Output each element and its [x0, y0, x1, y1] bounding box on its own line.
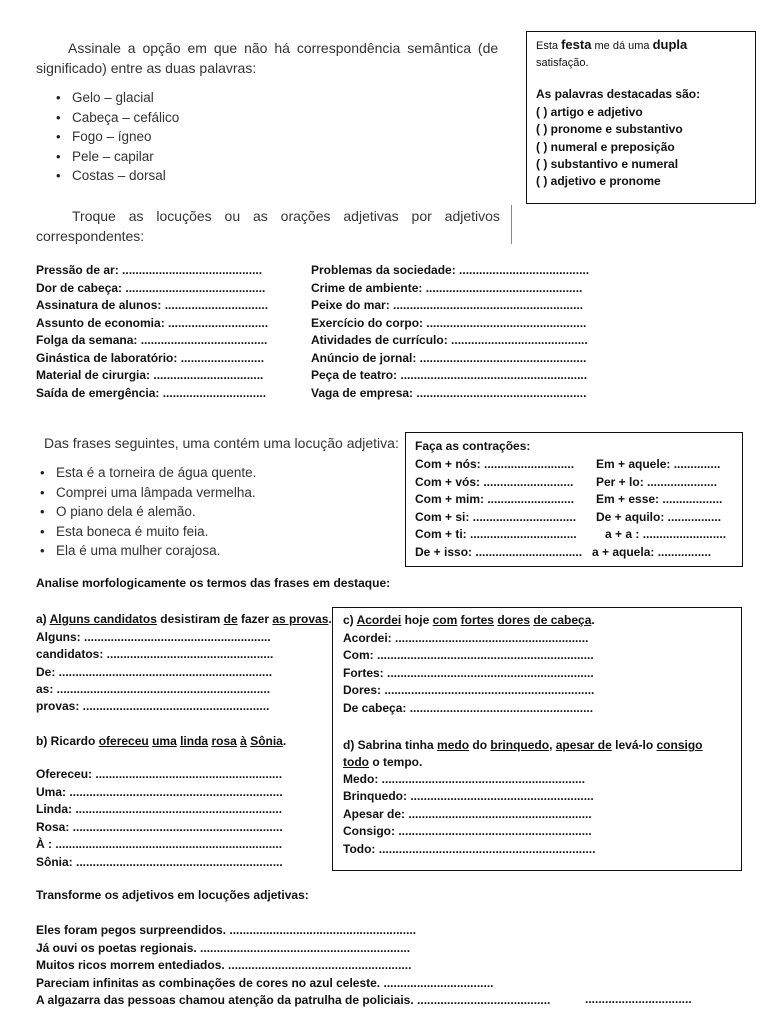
list-item: • Comprei uma lâmpada vermelha. — [40, 485, 256, 505]
highlight-term: consigo — [656, 738, 703, 752]
sentence-word: b) Ricardo — [36, 734, 96, 748]
fill-line[interactable]: Medo: ............................................................. — [343, 772, 586, 786]
fill-line[interactable]: Rosa: ............................................................... — [36, 819, 283, 834]
q2-prompt-line2: correspondentes: — [36, 228, 145, 244]
fill-line[interactable]: Acordei: .......................................................... — [343, 631, 589, 645]
list-item: • Pele – capilar — [56, 149, 179, 169]
q3-prompt: Das frases seguintes, uma contém uma locução adjetiva: — [44, 435, 399, 451]
sentence-word: do — [472, 738, 488, 752]
q4a-lines — [36, 629, 273, 715]
fill-line[interactable]: Sônia: .............................................................. — [36, 854, 283, 869]
highlight-term: de — [223, 612, 238, 626]
fill-line[interactable]: Vaga de empresa: ................................................... — [311, 385, 587, 400]
highlight-term: à — [240, 734, 247, 748]
box-word: Esta — [536, 40, 559, 52]
text-cursor-divider — [511, 205, 512, 244]
fill-line[interactable]: A algazarra das pessoas chamou atenção da patrulha de policiais. ........................................ — [36, 993, 551, 1007]
contractions-right — [592, 456, 727, 561]
sentence-word: o tempo. — [372, 755, 423, 769]
list-item: • Esta boneca é muito feia. — [40, 524, 256, 544]
fill-line[interactable]: Folga da semana: ...................................... — [36, 333, 268, 347]
fill-line[interactable]: Linda: .............................................................. — [36, 802, 283, 816]
fill-line[interactable]: Alguns: ........................................................ — [36, 630, 271, 644]
fill-line[interactable]: Pareciam infinitas as combinações de cores no azul celeste. ................................. — [36, 975, 494, 990]
q4-title: Analise morfologicamente os termos das frases em destaque: — [36, 576, 391, 590]
q4b-lines — [36, 766, 283, 871]
box-contractions — [405, 432, 743, 567]
highlight-dupla: dupla — [652, 37, 688, 52]
fill-line[interactable]: Material de cirurgia: ................................. — [36, 368, 264, 382]
fill-line[interactable]: Assinatura de alunos: ............................... — [36, 298, 269, 312]
fill-line[interactable]: Muitos ricos morrem entediados. ....................................................... — [36, 958, 412, 972]
option-item[interactable]: ( ) artigo e adjetivo — [536, 105, 643, 119]
fill-line[interactable]: Dores: ............................................................... — [343, 683, 595, 698]
highlight-term: Alguns candidatos — [49, 612, 157, 626]
box-sentence-end: satisfação. — [536, 57, 589, 69]
q1-prompt-line1: Assinale a opção em que não há correspondência semântica (de — [68, 40, 499, 56]
box-sentence — [536, 37, 687, 52]
fill-line[interactable]: Todo: ................................................................. — [343, 841, 596, 856]
fill-line[interactable]: Pressão de ar: .......................................... — [36, 263, 263, 277]
box-options — [536, 104, 683, 190]
highlight-term: linda — [180, 734, 209, 748]
fill-line[interactable]: Exercício do corpo: ................................................ — [311, 315, 587, 330]
list-item: • Gelo – glacial — [56, 90, 179, 110]
q5-title: Transforme os adjetivos em locuções adjetivas: — [36, 888, 309, 902]
fill-line[interactable]: Com + vós: ........................... — [415, 474, 574, 489]
fill-line[interactable]: provas: ........................................................ — [36, 699, 270, 714]
highlight-term: brinquedo — [490, 738, 550, 752]
fill-line-extra[interactable]: ................................ — [585, 992, 692, 1006]
fill-line[interactable]: Com: ................................................................. — [343, 648, 594, 663]
sentence-word: fazer — [240, 612, 269, 626]
fill-line[interactable]: candidatos: .................................................. — [36, 647, 274, 662]
list-item: • Fogo – ígneo — [56, 129, 179, 149]
list-item: • Costas – dorsal — [56, 168, 179, 188]
q2-right-column — [311, 262, 589, 402]
fill-line[interactable]: Crime de ambiente: ............................................... — [311, 280, 583, 295]
sentence-word: levá-lo — [615, 738, 654, 752]
sentence-word: hoje — [404, 613, 430, 627]
fill-line[interactable]: De + aquilo: ................ — [596, 509, 722, 524]
sentence-word: . — [282, 734, 287, 748]
fill-line[interactable]: Em + esse: .................. — [596, 492, 723, 506]
fill-line[interactable]: Problemas da sociedade: ....................................... — [311, 263, 590, 277]
fill-line[interactable]: Com + ti: ................................ — [415, 527, 577, 541]
fill-line[interactable]: Apesar de: ....................................................... — [343, 806, 592, 821]
q4b-sentence — [36, 734, 286, 748]
sentence-word: . — [328, 612, 332, 626]
list-item: • Ela é uma mulher corajosa. — [40, 543, 256, 563]
fill-line[interactable]: Anúncio de jornal: .................................................. — [311, 350, 587, 365]
sentence-word: a) — [36, 612, 47, 626]
highlight-term: apesar de — [555, 738, 612, 752]
highlight-term: fortes — [460, 613, 494, 627]
fill-line[interactable]: Consigo: .......................................................... — [343, 824, 592, 839]
fill-line[interactable]: Saída de emergência: ............................... — [36, 385, 267, 400]
contractions-title: Faça as contrações: — [415, 439, 531, 453]
fill-line[interactable]: Peça de teatro: ........................................................ — [311, 368, 588, 382]
fill-line[interactable]: De: ................................................................ — [36, 664, 273, 679]
fill-line[interactable]: Atividades de currículo: ......................................... — [311, 333, 588, 347]
fill-line[interactable]: Com + mim: .......................... — [415, 492, 575, 506]
q4d-sentence-cont — [343, 755, 422, 769]
list-item: • O piano dela é alemão. — [40, 504, 256, 524]
box-analysis-cd — [332, 607, 742, 871]
fill-line[interactable]: De + isso: ................................ — [415, 544, 583, 559]
q4a-sentence — [36, 612, 332, 626]
q4d-lines — [343, 771, 595, 858]
fill-line[interactable]: a + a : ......................... — [605, 527, 727, 541]
highlight-term: rosa — [211, 734, 237, 748]
highlight-term: uma — [152, 734, 177, 748]
fill-line[interactable]: Assunto de economia: .............................. — [36, 315, 269, 330]
fill-line[interactable]: Dor de cabeça: .......................................... — [36, 280, 266, 295]
sentence-word: d) Sabrina tinha — [343, 738, 434, 752]
box-festa-dupla — [526, 31, 756, 204]
q1-prompt-line2: significado) entre as duas palavras: — [36, 60, 257, 76]
list-item: • Cabeça – cefálico — [56, 110, 179, 130]
fill-line[interactable]: Fortes: .............................................................. — [343, 665, 594, 680]
q4d-sentence: d) Sabrina tinha medo do brinquedo, apesar de levá-lo consigo — [343, 738, 703, 752]
fill-line[interactable]: De cabeça: ....................................................... — [343, 700, 594, 715]
sentence-word: . — [591, 613, 595, 627]
box-question: As palavras destacadas são: — [536, 87, 701, 101]
highlight-term: todo — [343, 755, 369, 769]
fill-line[interactable]: Com + nós: ........................... — [415, 457, 575, 471]
q2-prompt-line1: Troque as locuções ou as orações adjetivas por adjetivos — [72, 208, 500, 224]
option-item[interactable]: ( ) substantivo e numeral — [536, 156, 679, 171]
fill-line[interactable]: Brinquedo: ....................................................... — [343, 789, 594, 804]
q2-left-column — [36, 262, 268, 402]
option-item[interactable]: ( ) adjetivo e pronome — [536, 174, 661, 189]
fill-line[interactable]: À : .................................................................... — [36, 837, 283, 851]
sentence-word: c) — [343, 613, 354, 627]
highlight-term: ofereceu — [98, 734, 149, 748]
q1-options — [56, 90, 179, 188]
highlight-term: dores — [497, 613, 531, 627]
highlight-term: medo — [437, 738, 470, 752]
highlight-term: as provas — [272, 612, 329, 626]
fill-line[interactable]: Ginástica de laboratório: ......................... — [36, 350, 265, 365]
fill-line[interactable]: Com + si: ............................... — [415, 509, 577, 524]
option-item[interactable]: ( ) pronome e substantivo — [536, 122, 683, 137]
highlight-term: de cabeça — [533, 613, 592, 627]
q4c-sentence — [343, 613, 595, 627]
highlight-term: com — [432, 613, 458, 627]
highlight-term: Sônia — [250, 734, 283, 748]
fill-line[interactable]: Peixe do mar: ......................................................... — [311, 298, 584, 312]
sentence-word: desistiram — [160, 612, 221, 626]
fill-line[interactable]: Eles foram pegos surpreendidos. ........................................................ — [36, 923, 417, 937]
fill-line[interactable]: Ofereceu: ........................................................ — [36, 767, 283, 781]
option-item[interactable]: ( ) numeral e preposição — [536, 139, 675, 154]
fill-line[interactable]: a + aquela: ................ — [592, 544, 712, 559]
fill-line[interactable]: as: ................................................................ — [36, 681, 271, 696]
contractions-left — [415, 456, 582, 561]
fill-line[interactable]: Uma: ................................................................ — [36, 784, 283, 799]
highlight-festa: festa — [561, 37, 592, 52]
q5-lines — [36, 922, 550, 1010]
fill-line[interactable]: Já ouvi os poetas regionais. ............................................................... — [36, 940, 411, 955]
q3-options — [40, 465, 256, 563]
list-item: • Esta é a torneira de água quente. — [40, 465, 256, 485]
q4c-lines — [343, 630, 594, 717]
fill-line[interactable]: Per + lo: ..................... — [596, 474, 718, 489]
box-word: me dá uma — [594, 40, 650, 52]
highlight-term: Acordei — [356, 613, 402, 627]
fill-line[interactable]: Em + aquele: .............. — [596, 457, 721, 471]
